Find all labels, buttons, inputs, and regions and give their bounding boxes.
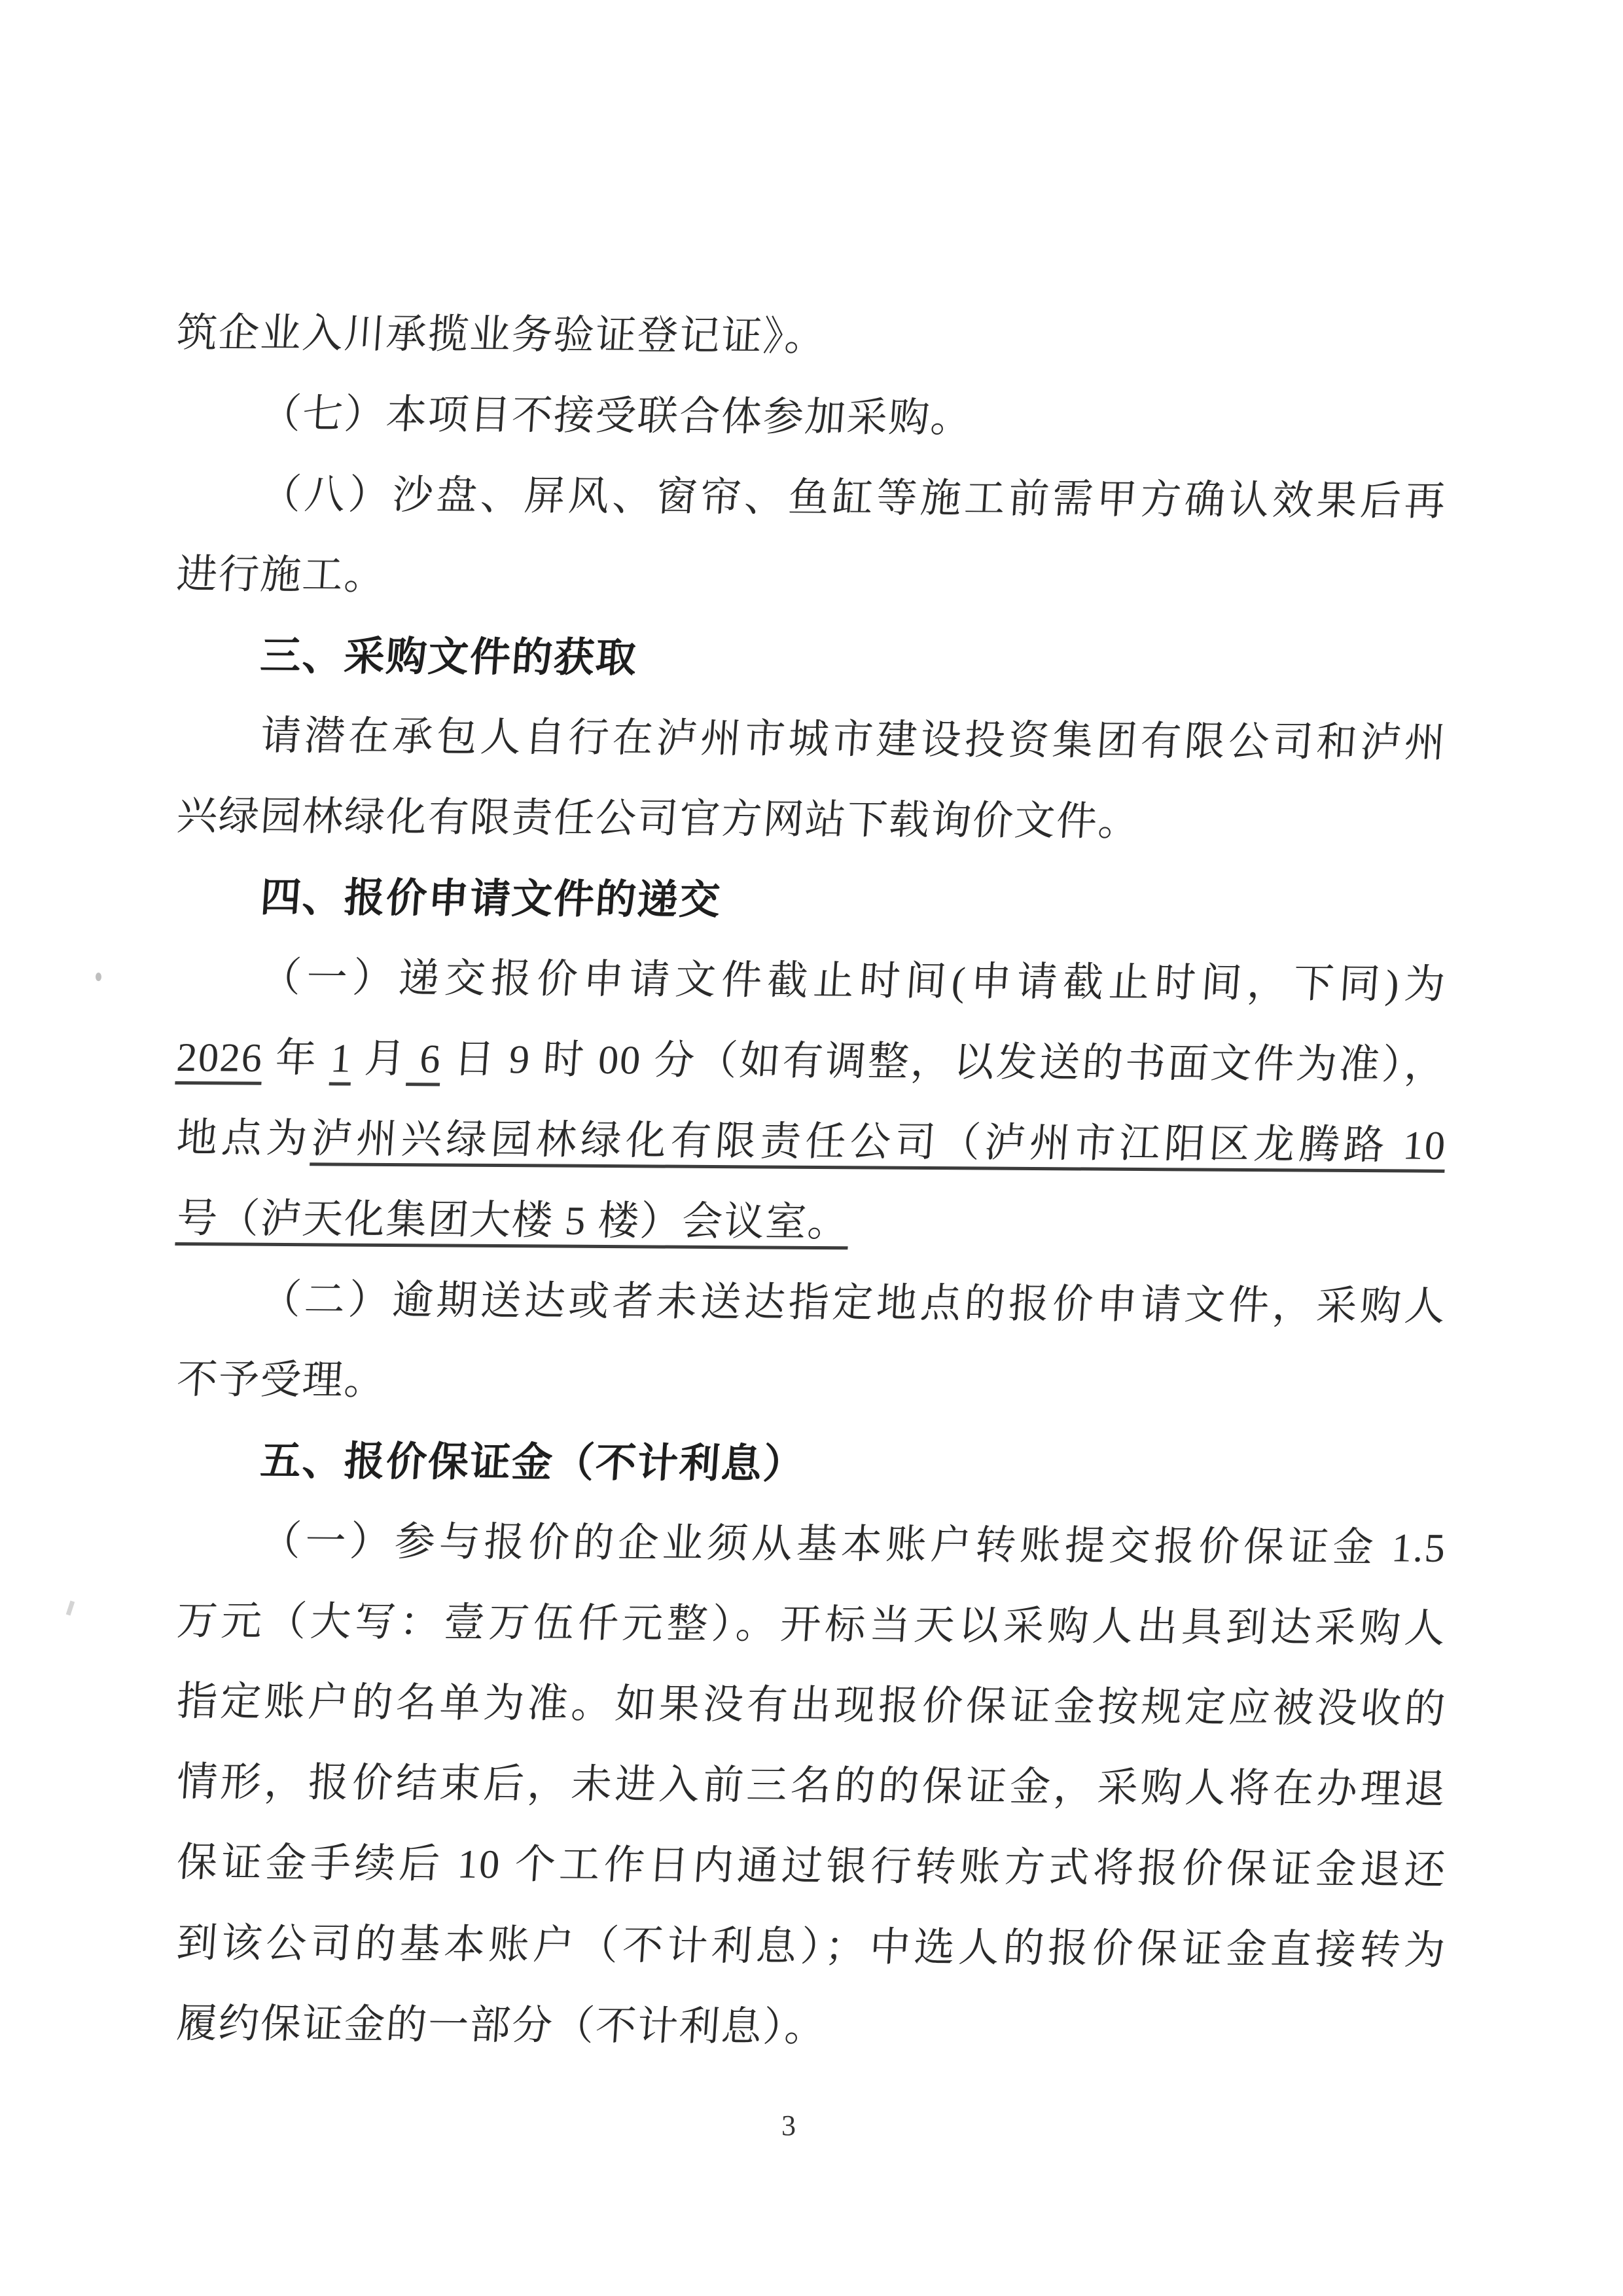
text-line — [174, 1742, 1449, 1831]
text-line — [174, 374, 1449, 462]
section-heading — [174, 1420, 1449, 1509]
text-line — [174, 1098, 1449, 1187]
underlined-text: 6 — [406, 1037, 443, 1082]
text-line — [174, 937, 1449, 1026]
text-line — [174, 293, 1449, 382]
text-run: 进行施工。 — [175, 552, 388, 598]
text-line — [174, 1179, 1449, 1267]
text-line — [174, 1259, 1449, 1348]
text-block — [177, 293, 1446, 2064]
text-run: 保证金手续后 10 个工作日内通过银行转账方式将报价保证金退还 — [175, 1840, 1448, 1893]
underlined-text: 1 — [329, 1036, 354, 1081]
text-run: 五、报价保证金（不计利息） — [259, 1438, 807, 1487]
section-heading — [174, 615, 1449, 704]
underlined-text: 号（泸天化集团大楼 5 楼）会议室。 — [175, 1196, 851, 1246]
text-run: 万元（大写：壹万伍仟元整）。开标当天以采购人出具到达采购人 — [175, 1599, 1448, 1651]
text-line — [174, 776, 1449, 865]
text-line — [174, 1823, 1449, 1911]
text-line — [174, 1018, 1449, 1106]
text-run: 兴绿园林绿化有限责任公司官方网站下载询价文件。 — [175, 794, 1142, 844]
page-footer — [0, 2109, 1600, 2142]
text-line — [174, 696, 1449, 784]
text-run: 指定账户的名单为准。如果没有出现报价保证金按规定应被没收的 — [175, 1679, 1448, 1732]
text-line — [174, 1903, 1449, 1992]
text-run: 地点为 — [175, 1116, 313, 1162]
text-line — [174, 1662, 1449, 1750]
text-line — [174, 1581, 1449, 1670]
text-run: （一）参与报价的企业须从基本账户转账提交报价保证金 1.5 — [259, 1518, 1448, 1571]
scan-artifact — [96, 973, 101, 981]
underlined-text: 2026 — [175, 1035, 265, 1081]
text-run: 三、采购文件的获取 — [259, 633, 639, 681]
underlined-text: 泸州兴绿园林绿化有限责任公司（泸州市江阳区龙腾路 10 — [310, 1117, 1448, 1168]
text-line — [174, 1501, 1449, 1589]
text-line — [174, 535, 1449, 623]
text-run: 不予受理。 — [175, 1357, 388, 1403]
text-run: 筑企业入川承揽业务验证登记证》。 — [175, 311, 829, 360]
text-run: 月 — [351, 1036, 410, 1082]
text-run: （八）沙盘、屏风、窗帘、鱼缸等施工前需甲方确认效果后再 — [259, 472, 1448, 524]
text-run: 到该公司的基本账户（不计利息）；中选人的报价保证金直接转为 — [175, 1921, 1448, 1973]
scan-artifact — [66, 1600, 75, 1615]
section-heading — [174, 857, 1449, 945]
text-run: 请潜在承包人自行在泸州市城市建设投资集团有限公司和泸州 — [259, 713, 1448, 766]
text-line — [174, 454, 1449, 543]
text-run: 情形，报价结束后，未进入前三名的的保证金，采购人将在办理退 — [175, 1760, 1448, 1812]
text-line — [174, 1984, 1449, 2072]
text-run: 履约保证金的一部分（不计利息）。 — [175, 2001, 829, 2051]
text-run: （七）本项目不接受联合体参加采购。 — [259, 391, 974, 441]
text-run: （二）逾期送达或者未送达指定地点的报价申请文件，采购人 — [259, 1277, 1448, 1329]
text-run: 四、报价申请文件的递交 — [259, 874, 723, 924]
page-number: 3 — [781, 2109, 796, 2142]
text-line — [174, 1340, 1449, 1428]
text-run: （一）递交报价申请文件截止时间(申请截止时间，下同)为 — [259, 955, 1448, 1007]
text-run: 日 9 时 00 分（如有调整，以发送的书面文件为准）， — [440, 1037, 1448, 1088]
text-run: 年 — [261, 1035, 332, 1081]
